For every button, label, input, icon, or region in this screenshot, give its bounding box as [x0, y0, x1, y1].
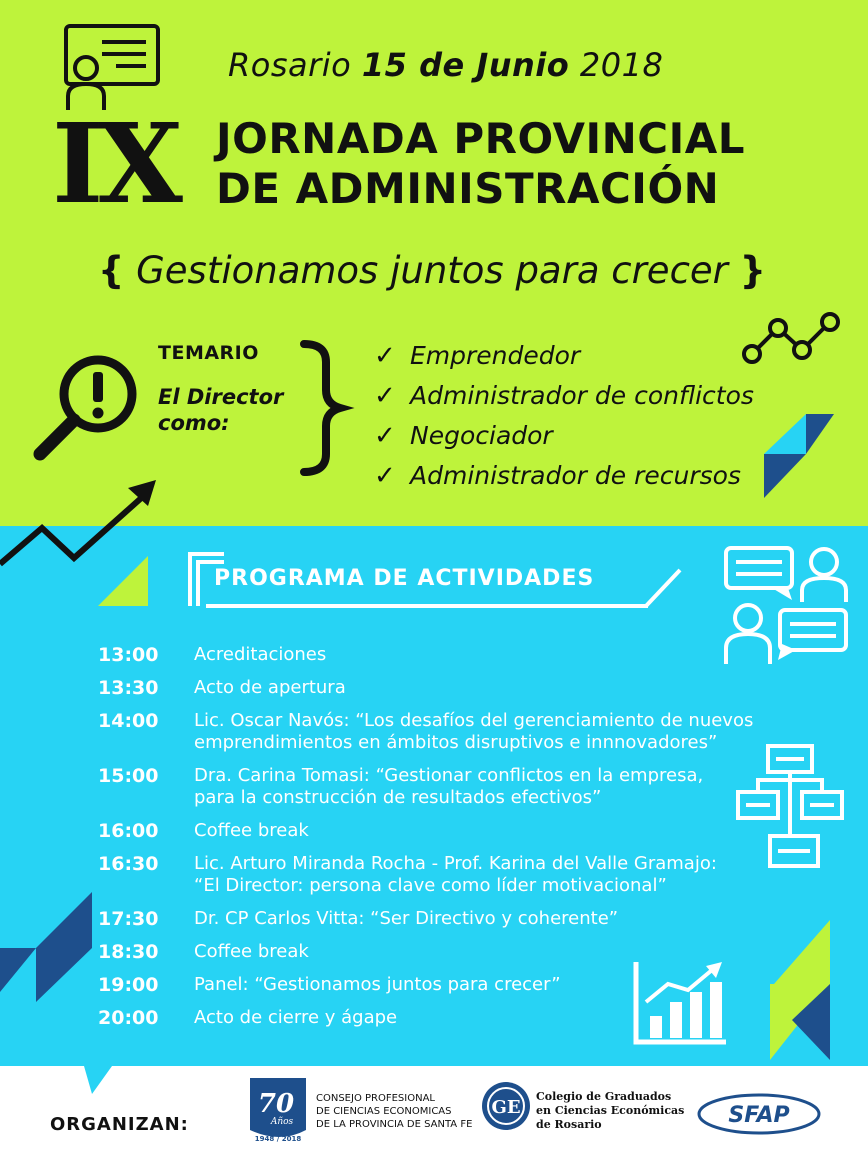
- schedule-time: 15:00: [98, 765, 159, 787]
- description-line: Lic. Oscar Navós: “Los desafíos del gerenciamiento de nuevos: [194, 710, 754, 731]
- organizers-label: ORGANIZAN:: [50, 1114, 189, 1135]
- cpce-name: CONSEJO PROFESIONAL DE CIENCIAS ECONOMICAS DE LA PROVINCIA DE SANTA FE: [316, 1093, 473, 1130]
- cpce-logo: [240, 1074, 312, 1144]
- edition-number: IX: [52, 99, 177, 228]
- schedule-time: 14:00: [98, 710, 159, 732]
- description-line: Coffee break: [194, 941, 309, 962]
- schedule-description: [194, 853, 778, 897]
- description-line: Acto de apertura: [194, 677, 346, 698]
- list-item: ✓ Administrador de recursos: [374, 461, 741, 491]
- svg-text:1948 / 2018: 1948 / 2018: [254, 1135, 302, 1143]
- schedule-time: 16:00: [98, 820, 159, 842]
- schedule-description: [194, 908, 778, 930]
- temario-subtitle: El Director como:: [158, 385, 284, 435]
- bar-chart-icon: [632, 962, 728, 1048]
- list-item: ✓ Negociador: [374, 421, 553, 451]
- schedule-time: 17:30: [98, 908, 159, 930]
- schedule-row: [98, 941, 778, 963]
- svg-text:SFAP: SFAP: [728, 1103, 790, 1128]
- description-line: Panel: “Gestionamos juntos para crecer”: [194, 974, 561, 995]
- description-line: Acreditaciones: [194, 644, 327, 665]
- description-line: Dr. CP Carlos Vitta: “Ser Directivo y coherente”: [194, 908, 619, 929]
- triangle-deco: [770, 920, 840, 1060]
- description-line: Coffee break: [194, 820, 309, 841]
- schedule-time: 19:00: [98, 974, 159, 996]
- svg-text:70: 70: [257, 1089, 295, 1119]
- event-title: JORNADA PROVINCIAL DE ADMINISTRACIÓN: [216, 114, 746, 213]
- schedule-description: [194, 941, 778, 963]
- list-item: ✓ Emprendedor: [374, 341, 581, 371]
- schedule-description: [194, 820, 778, 842]
- description-line: Acto de cierre y ágape: [194, 1007, 398, 1028]
- description-line: Dra. Carina Tomasi: “Gestionar conflictos en la empresa,: [194, 765, 704, 786]
- description-line: emprendimientos en ámbitos disruptivos e innnovadores”: [194, 732, 718, 753]
- schedule-description: [194, 644, 778, 666]
- schedule-time: 18:30: [98, 941, 159, 963]
- topic-list: [374, 336, 754, 496]
- magnifier-alert-icon: [30, 350, 140, 460]
- schedule-time: 20:00: [98, 1007, 159, 1029]
- triangle-deco: [98, 556, 148, 606]
- sfap-logo: [696, 1092, 822, 1136]
- schedule-row: [98, 644, 778, 666]
- schedule-description: [194, 677, 778, 699]
- schedule-row: [98, 710, 778, 754]
- svg-text:Años: Años: [270, 1117, 294, 1127]
- schedule-row: [98, 853, 778, 897]
- triangle-deco: [84, 1066, 114, 1096]
- list-item: ✓ Administrador de conflictos: [374, 381, 754, 411]
- temario-heading: TEMARIO: [158, 342, 259, 364]
- description-line: “El Director: persona clave como líder motivacional”: [194, 875, 667, 896]
- slogan: { Gestionamos juntos para crecer }: [98, 249, 767, 292]
- description-line: para la construcción de resultados efectivos”: [194, 787, 602, 808]
- schedule-description: [194, 710, 778, 754]
- colegio-seal-logo: [480, 1080, 532, 1132]
- brace-icon: [296, 338, 346, 478]
- colegio-name: Colegio de Graduados en Ciencias Económicas de Rosario: [536, 1090, 685, 1131]
- schedule-description: [194, 765, 778, 809]
- svg-text:GE: GE: [491, 1097, 521, 1118]
- schedule-row: [98, 765, 778, 809]
- triangle-deco: [0, 892, 92, 1042]
- triangle-deco: [764, 414, 834, 498]
- schedule-row: [98, 908, 778, 930]
- schedule-time: 16:30: [98, 853, 159, 875]
- schedule-row: [98, 820, 778, 842]
- schedule-time: 13:00: [98, 644, 159, 666]
- program-title: PROGRAMA DE ACTIVIDADES: [214, 566, 595, 591]
- description-line: Lic. Arturo Miranda Rocha - Prof. Karina del Valle Gramajo:: [194, 853, 717, 874]
- event-date: Rosario 15 de Junio 2018: [228, 46, 664, 84]
- schedule-time: 13:30: [98, 677, 159, 699]
- network-nodes-icon: [740, 310, 850, 370]
- schedule-row: [98, 677, 778, 699]
